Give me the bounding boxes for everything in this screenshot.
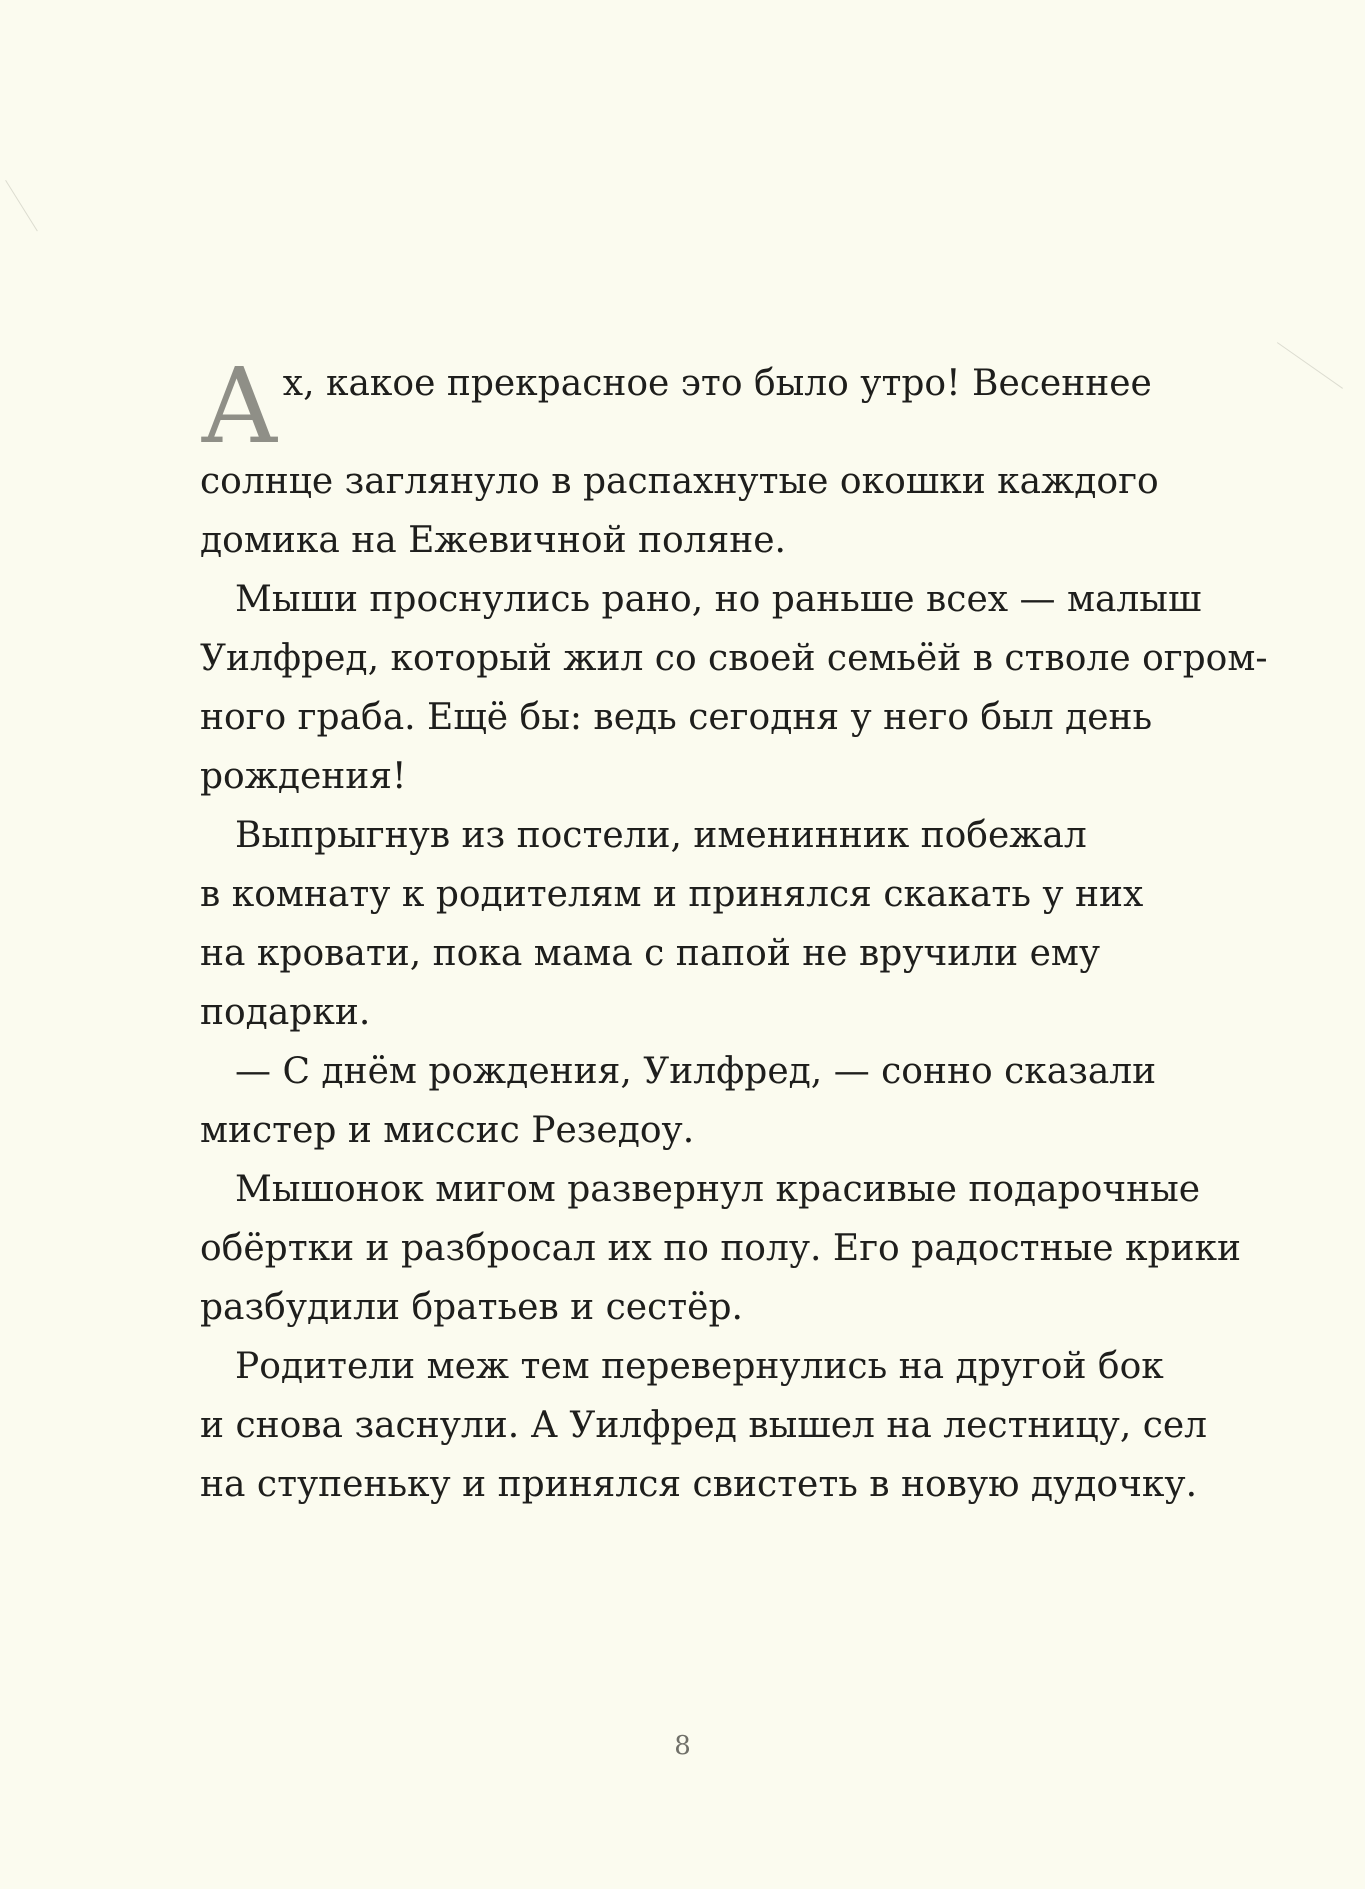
- paragraph-6: [200, 1337, 1260, 1514]
- text-line: Мыши проснулись рано, но раньше всех — малыш: [235, 579, 1202, 620]
- paragraph-5: [200, 1160, 1260, 1337]
- text-line: обёртки и разбросал их по полу. Его радостные крики: [200, 1228, 1242, 1269]
- text-line: солнце заглянуло в распахнутые окошки каждого: [200, 461, 1159, 502]
- text-line: домика на Ежевичной поляне.: [200, 520, 787, 561]
- scan-edge-mark: [5, 180, 38, 231]
- paragraph-2: [200, 570, 1268, 806]
- page-number: 8: [674, 1731, 691, 1761]
- paragraph-1: [200, 345, 1260, 570]
- text-line: разбудили братьев и сестёр.: [200, 1287, 743, 1328]
- text-line: Уилфред, который жил со своей семьёй в стволе огром-: [200, 638, 1268, 679]
- scan-edge-mark: [1277, 342, 1343, 389]
- text-line: на кровати, пока мама с папой не вручили ему: [200, 933, 1101, 974]
- drop-cap: А: [200, 345, 279, 467]
- text-line: Мышонок мигом развернул красивые подарочные: [235, 1169, 1201, 1210]
- paragraph-4: [200, 1042, 1260, 1160]
- text-line: Выпрыгнув из постели, именинник побежал: [235, 815, 1087, 856]
- text-line: Родители меж тем перевернулись на другой бок: [235, 1346, 1164, 1387]
- text-line: мистер и миссис Резедоу.: [200, 1110, 695, 1151]
- text-line: в комнату к родителям и принялся скакать у них: [200, 874, 1144, 915]
- body-text: [200, 345, 1268, 1514]
- text-line: и снова заснули. А Уилфред вышел на лестницу, сел: [200, 1405, 1208, 1446]
- text-line: — С днём рождения, Уилфред, — сонно сказали: [235, 1051, 1157, 1092]
- paragraph-3: [200, 806, 1260, 1042]
- text-line: на ступеньку и принялся свистеть в новую дудочку.: [200, 1464, 1198, 1505]
- text-line: подарки.: [200, 992, 371, 1033]
- text-line: рождения!: [200, 756, 407, 797]
- text-line: ного граба. Ещё бы: ведь сегодня у него был день: [200, 697, 1153, 738]
- text-line: х, какое прекрасное это было утро! Весеннее: [282, 363, 1152, 404]
